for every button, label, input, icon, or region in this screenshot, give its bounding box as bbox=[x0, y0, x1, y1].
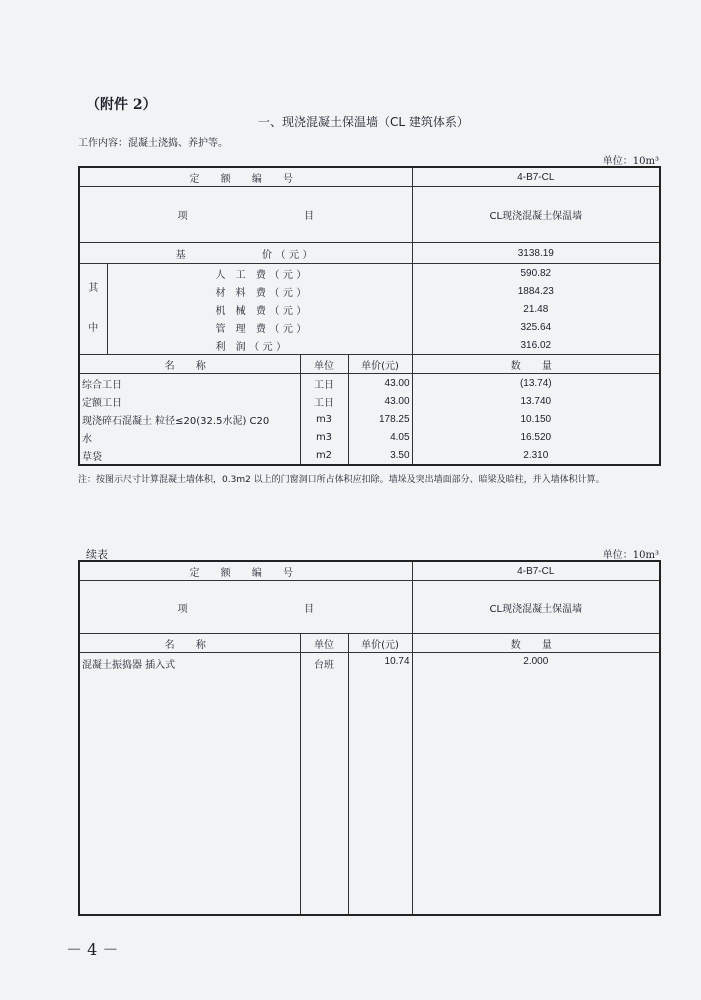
row-unit-price: 4.05 bbox=[348, 428, 412, 446]
item-label-right: 目 bbox=[303, 211, 314, 222]
base-price-label-left: 基 bbox=[175, 249, 186, 261]
breakdown-row bbox=[79, 300, 660, 318]
breakdown-label: 人 工 费（元） bbox=[107, 264, 412, 283]
row-quantity: 13.740 bbox=[412, 392, 660, 410]
table-row bbox=[79, 392, 660, 410]
page-title: 一、现浇混凝土保温墙（CL 建筑体系） bbox=[258, 115, 469, 129]
table-row bbox=[79, 374, 660, 393]
breakdown-value: 325.64 bbox=[412, 318, 660, 336]
row-name: 混凝土振捣器 插入式 bbox=[79, 653, 300, 916]
breakdown-value: 21.48 bbox=[412, 300, 660, 318]
breakdown-row bbox=[79, 282, 660, 300]
breakdown-label: 机 械 费（元） bbox=[107, 300, 412, 318]
continued-quota-table bbox=[78, 560, 661, 916]
work-content: 工作内容：混凝土浇捣、养护等。 bbox=[78, 138, 228, 149]
row-quantity: 16.520 bbox=[412, 428, 660, 446]
quota-number-value: 4-B7-CL bbox=[412, 167, 660, 187]
page-number: － 4 － bbox=[66, 940, 119, 959]
header-quantity: 数 量 bbox=[412, 355, 660, 374]
row-quantity: 2.000 bbox=[412, 653, 660, 916]
table-row bbox=[79, 428, 660, 446]
breakdown-row bbox=[79, 264, 660, 283]
breakdown-row bbox=[79, 336, 660, 355]
table-note: 注：按图示尺寸计算混凝土墙体积，0.3m2 以上的门窗洞口所占体积应扣除。墙垛及突出墙面部分、暗梁及暗柱，并入墙体积计算。 bbox=[78, 475, 605, 485]
header-name: 名 称 bbox=[79, 634, 300, 653]
item-label-left: 项 bbox=[177, 603, 188, 615]
base-price-label-right: 价（元） bbox=[261, 249, 316, 261]
row-unit-price: 10.74 bbox=[348, 653, 412, 916]
row-unit: m3 bbox=[300, 410, 348, 428]
among-label-bottom: 中 bbox=[88, 323, 99, 334]
header-unit: 单位 bbox=[300, 355, 348, 374]
quota-table bbox=[78, 166, 661, 466]
row-quantity: (13.74) bbox=[412, 374, 660, 393]
quota-number-label: 定 额 编 号 bbox=[79, 167, 412, 187]
row-unit-price: 3.50 bbox=[348, 446, 412, 465]
header-unit-price: 单价(元) bbox=[348, 634, 412, 653]
column-header-row bbox=[79, 355, 660, 374]
attachment-label: （附件 2） bbox=[86, 97, 157, 113]
base-price-value: 3138.19 bbox=[412, 243, 660, 264]
row-name: 综合工日 bbox=[79, 374, 300, 393]
base-price-row bbox=[79, 243, 660, 264]
breakdown-label: 管 理 费（元） bbox=[107, 318, 412, 336]
item-row bbox=[79, 187, 660, 243]
breakdown-value: 1884.23 bbox=[412, 282, 660, 300]
row-unit-price: 178.25 bbox=[348, 410, 412, 428]
table-row bbox=[79, 653, 660, 916]
row-name: 草袋 bbox=[79, 446, 300, 465]
row-unit: 工日 bbox=[300, 374, 348, 393]
row-unit: m3 bbox=[300, 428, 348, 446]
breakdown-row bbox=[79, 318, 660, 336]
among-label bbox=[79, 264, 107, 355]
item-row bbox=[79, 581, 660, 634]
item-label-right: 目 bbox=[303, 603, 314, 615]
row-unit: 台班 bbox=[300, 653, 348, 916]
item-label bbox=[79, 187, 412, 243]
breakdown-label: 材 料 费（元） bbox=[107, 282, 412, 300]
row-quantity: 2.310 bbox=[412, 446, 660, 465]
breakdown-value: 590.82 bbox=[412, 264, 660, 283]
quota-number-value: 4-B7-CL bbox=[412, 561, 660, 581]
base-price-label bbox=[79, 243, 412, 264]
table-row bbox=[79, 446, 660, 465]
header-unit-price: 单价(元) bbox=[348, 355, 412, 374]
item-name: CL现浇混凝土保温墙 bbox=[412, 581, 660, 634]
row-unit: 工日 bbox=[300, 392, 348, 410]
row-name: 定额工日 bbox=[79, 392, 300, 410]
header-unit: 单位 bbox=[300, 634, 348, 653]
unit-label-2: 单位：10m³ bbox=[602, 550, 659, 561]
row-unit: m2 bbox=[300, 446, 348, 465]
row-name: 水 bbox=[79, 428, 300, 446]
column-header-row bbox=[79, 634, 660, 653]
among-label-top: 其 bbox=[88, 283, 99, 294]
quota-number-row bbox=[79, 561, 660, 581]
item-label-left: 项 bbox=[177, 211, 188, 222]
row-unit-price: 43.00 bbox=[348, 392, 412, 410]
breakdown-value: 316.02 bbox=[412, 336, 660, 355]
item-name: CL现浇混凝土保温墙 bbox=[412, 187, 660, 243]
quota-number-row bbox=[79, 167, 660, 187]
item-label bbox=[79, 581, 412, 634]
header-quantity: 数 量 bbox=[412, 634, 660, 653]
unit-label: 单位：10m³ bbox=[602, 156, 659, 167]
header-name: 名 称 bbox=[79, 355, 300, 374]
row-name: 现浇碎石混凝土 粒径≤20(32.5水泥) C20 bbox=[79, 410, 300, 428]
breakdown-label: 利 润（元） bbox=[107, 336, 412, 355]
row-quantity: 10.150 bbox=[412, 410, 660, 428]
table-row bbox=[79, 410, 660, 428]
continued-label: 续表 bbox=[86, 548, 108, 561]
quota-number-label: 定 额 编 号 bbox=[79, 561, 412, 581]
row-unit-price: 43.00 bbox=[348, 374, 412, 393]
